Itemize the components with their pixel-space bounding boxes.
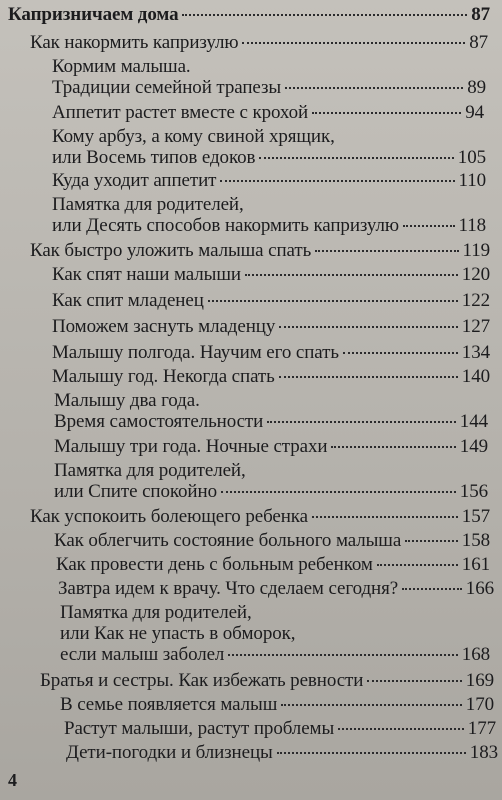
toc-entry-title: Братья и сестры. Как избежать ревности <box>40 670 364 691</box>
dot-leader <box>220 180 454 182</box>
toc-entry <box>52 366 490 387</box>
dot-leader <box>267 421 456 423</box>
toc-entry <box>52 126 486 168</box>
toc-entry-title: Время самостоятельности <box>54 411 264 432</box>
toc-page-number: 105 <box>457 147 486 168</box>
dot-leader <box>403 225 455 227</box>
toc-page-number: 166 <box>465 578 494 599</box>
toc-entry-title: Как спит младенец <box>52 290 204 311</box>
toc-page-number: 177 <box>467 718 496 739</box>
toc-entry-title: Кому арбуз, а кому свиной хрящик, <box>52 126 335 147</box>
dot-leader <box>312 516 458 518</box>
toc-page-number: 156 <box>459 481 488 502</box>
toc-page-number: 110 <box>458 170 486 191</box>
toc-entry-title: Поможем заснуть младенцу <box>52 316 276 337</box>
toc-entry-title: В семье появляется малыш <box>60 694 278 715</box>
toc-entry <box>52 194 486 236</box>
toc-entry-title: Памятка для родителей, <box>60 602 252 623</box>
toc-page-number: 127 <box>461 316 490 337</box>
dot-leader <box>279 376 458 378</box>
dot-leader <box>182 14 467 16</box>
toc-entry-title: Как спят наши малыши <box>52 264 241 285</box>
toc-entry-title: Малышу полгода. Научим его спать <box>52 342 339 363</box>
toc-entry <box>66 742 498 763</box>
toc-entry-title: Как успокоить болеющего ребенка <box>30 506 308 527</box>
toc-page-number: 134 <box>461 342 490 363</box>
toc-entry <box>52 290 490 311</box>
dot-leader <box>281 704 462 706</box>
toc-entry <box>30 240 490 261</box>
toc-entry-title: Малышу три года. Ночные страхи <box>54 436 328 457</box>
toc-page-number: 149 <box>459 436 488 457</box>
toc-entry-title: или Восемь типов едоков <box>52 147 256 168</box>
toc-page-number: 118 <box>458 215 486 236</box>
toc-entry-title: если малыш заболел <box>60 644 225 665</box>
toc-entry-title: Как провести день с больным ребенком <box>56 554 373 575</box>
dot-leader <box>285 87 463 89</box>
toc-entry <box>52 102 484 123</box>
toc-page-number: 169 <box>465 670 494 691</box>
dot-leader <box>221 491 456 493</box>
dot-leader <box>367 680 461 682</box>
toc-entry <box>52 56 486 98</box>
dot-leader <box>228 654 457 656</box>
toc-entry <box>54 460 488 502</box>
toc-entry-title: Завтра идем к врачу. Что сделаем сегодня? <box>58 578 399 599</box>
toc-entry <box>64 718 496 739</box>
toc-page-number: 87 <box>469 32 488 53</box>
dot-leader <box>277 752 466 754</box>
page-number: 4 <box>8 770 17 790</box>
toc-page-number: 94 <box>465 102 484 123</box>
dot-leader <box>405 540 458 542</box>
toc-page-number: 158 <box>461 530 490 551</box>
toc-entry <box>54 530 490 551</box>
toc-entry <box>52 316 490 337</box>
toc-page-number: 144 <box>459 411 488 432</box>
dot-leader <box>377 564 458 566</box>
toc-entry <box>30 506 490 527</box>
toc-entry-title: Кормим малыша. <box>52 56 191 77</box>
dot-leader <box>343 352 458 354</box>
toc-entry <box>52 264 490 285</box>
toc-entry-title: Капризничаем дома <box>8 4 179 25</box>
toc-entry-title: Малышу два года. <box>54 390 200 411</box>
toc-entry <box>54 390 488 432</box>
toc-entry-title: или Спите спокойно <box>54 481 217 502</box>
dot-leader <box>402 588 462 590</box>
toc-entry <box>52 170 486 191</box>
toc-page-number: 87 <box>471 4 490 25</box>
toc-entry-title: Аппетит растет вместе с крохой <box>52 102 309 123</box>
toc-page-number: 168 <box>461 644 490 665</box>
toc-entry <box>8 4 490 25</box>
toc-entry <box>30 32 488 53</box>
dot-leader <box>242 42 465 44</box>
toc-entry-title: Растут малыши, растут проблемы <box>64 718 335 739</box>
toc-entry-title: Традиции семейной трапезы <box>52 77 282 98</box>
toc-page-number: 140 <box>461 366 490 387</box>
dot-leader <box>312 112 461 114</box>
toc-page-number: 157 <box>461 506 490 527</box>
toc-entry <box>58 578 494 599</box>
toc-page-number: 120 <box>461 264 490 285</box>
dot-leader <box>208 300 458 302</box>
toc-entry <box>54 436 488 457</box>
dot-leader <box>331 446 455 448</box>
toc-page-number: 89 <box>467 77 486 98</box>
toc-entry-title: или Десять способов накормить капризулю <box>52 215 399 236</box>
dot-leader <box>338 728 464 730</box>
toc-entry <box>40 670 494 691</box>
toc-page-number: 122 <box>461 290 490 311</box>
dot-leader <box>245 274 458 276</box>
toc-entry-title: Куда уходит аппетит <box>52 170 217 191</box>
toc-entry-title: Малышу год. Некогда спать <box>52 366 275 387</box>
toc-entry-title: Как быстро уложить малыша спать <box>30 240 312 261</box>
toc-entry <box>60 694 494 715</box>
toc-entry-title: Памятка для родителей, <box>52 194 244 215</box>
toc-entry <box>52 342 490 363</box>
toc-page-number: 170 <box>465 694 494 715</box>
toc-entry <box>56 554 490 575</box>
toc-entry <box>60 602 490 665</box>
toc-entry-title: Памятка для родителей, <box>54 460 246 481</box>
toc-entry-title: или Как не упасть в обморок, <box>60 623 296 644</box>
toc-page-number: 161 <box>461 554 490 575</box>
toc-entry-title: Как облегчить состояние больного малыша <box>54 530 402 551</box>
toc-entry-title: Как накормить капризулю <box>30 32 239 53</box>
toc-page-number: 119 <box>462 240 490 261</box>
toc-entry-title: Дети-погодки и близнецы <box>66 742 273 763</box>
dot-leader <box>315 250 458 252</box>
dot-leader <box>279 326 458 328</box>
dot-leader <box>259 157 453 159</box>
toc-page-number: 183 <box>469 742 498 763</box>
